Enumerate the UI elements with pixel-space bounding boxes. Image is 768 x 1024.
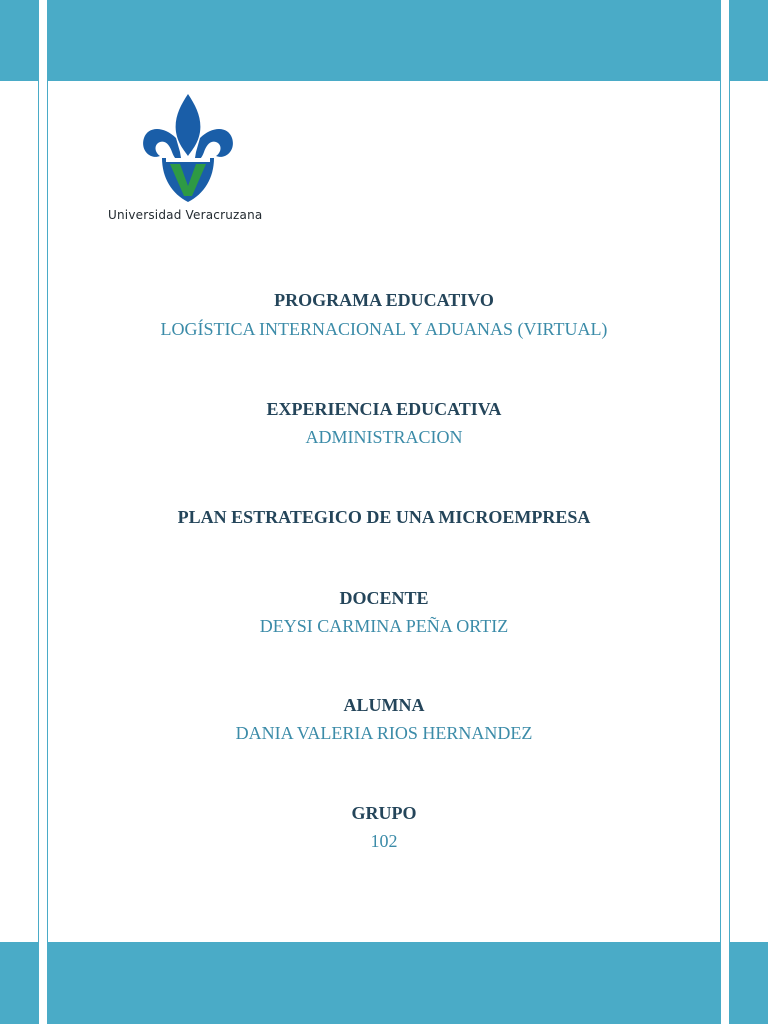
bottom-footer-band (48, 942, 720, 1024)
experiencia-heading: EXPERIENCIA EDUCATIVA (266, 399, 502, 419)
top-left-band (0, 0, 38, 81)
docente-heading: DOCENTE (339, 588, 429, 608)
logo-text: Universidad Veracruzana (108, 208, 263, 222)
alumna-heading: ALUMNA (343, 695, 425, 715)
border-line (38, 0, 39, 1024)
bottom-right-band (730, 942, 768, 1024)
experiencia-value: ADMINISTRACION (305, 427, 463, 447)
border-line (729, 0, 730, 1024)
fleur-de-lis-icon (140, 92, 236, 204)
programa-value: LOGÍSTICA INTERNACIONAL Y ADUANAS (VIRTUAL) (160, 319, 608, 339)
alumna-value: DANIA VALERIA RIOS HERNANDEZ (235, 723, 533, 743)
grupo-value: 102 (370, 831, 398, 851)
border-line (720, 0, 721, 1024)
bottom-left-band (0, 942, 38, 1024)
docente-value: DEYSI CARMINA PEÑA ORTIZ (259, 616, 509, 636)
top-header-band (48, 0, 720, 81)
plan-title: PLAN ESTRATEGICO DE UNA MICROEMPRESA (177, 507, 591, 527)
grupo-heading: GRUPO (351, 803, 417, 823)
top-right-band (730, 0, 768, 81)
university-logo (104, 92, 274, 232)
programa-heading: PROGRAMA EDUCATIVO (274, 290, 494, 310)
